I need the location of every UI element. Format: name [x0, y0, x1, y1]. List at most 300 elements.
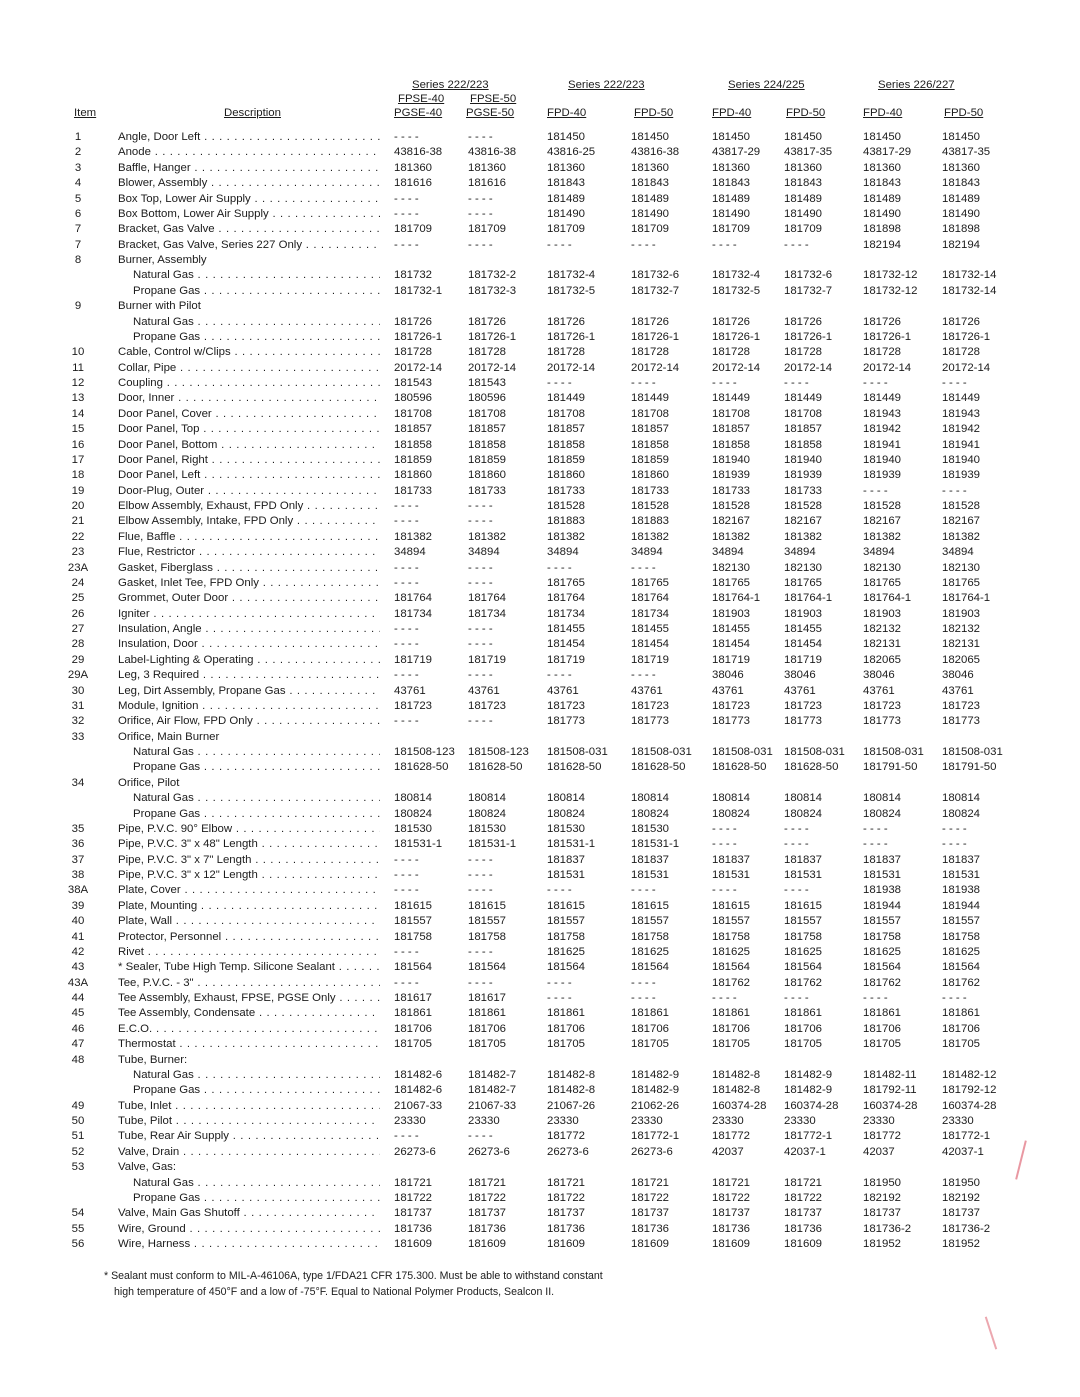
part-number-cell: 181530 [468, 822, 507, 835]
part-number-cell: 181628-50 [631, 761, 686, 774]
part-number-cell: 181792-12 [942, 1084, 997, 1097]
item-description: Valve, Gas: [118, 1161, 177, 1174]
item-number: 38A [67, 884, 89, 897]
part-number-cell: - - - - [394, 192, 419, 205]
item-number: 25 [71, 592, 85, 605]
item-number: 5 [74, 192, 82, 205]
table-row [0, 176, 1080, 191]
part-number-cell: 181940 [784, 453, 823, 466]
part-number-cell: 181705 [394, 1038, 433, 1051]
item-number: 26 [71, 607, 85, 620]
table-row [0, 407, 1080, 422]
item-description: Tube, Rear Air Supply . . . [118, 1129, 380, 1144]
item-description: Door Panel, Left . . . [118, 468, 380, 483]
part-number-cell: 181758 [712, 930, 751, 943]
item-description: Rivet . . . [118, 945, 380, 960]
part-number-cell: 181857 [631, 423, 670, 436]
part-number-cell: 160374-28 [863, 1099, 918, 1112]
part-number-cell: 20172-14 [942, 361, 991, 374]
col-header-6: FPD-50 [786, 107, 826, 119]
part-number-cell: 181726 [863, 315, 902, 328]
part-number-cell: 181719 [468, 653, 507, 666]
table-row [0, 361, 1080, 376]
table-row [0, 899, 1080, 914]
part-number-cell: - - - - [394, 623, 419, 635]
part-number-cell: 181837 [712, 853, 751, 866]
part-number-cell: 181705 [863, 1038, 902, 1051]
item-description: Leg, 3 Required . . . [118, 668, 380, 683]
part-number-cell: 181843 [784, 177, 823, 190]
part-number-cell: 181858 [468, 438, 507, 451]
item-description: Natural Gas . . . [133, 1176, 380, 1191]
part-number-cell: 181772 [547, 1130, 586, 1143]
part-number-cell: 34894 [863, 546, 895, 559]
part-number-cell: 181382 [942, 530, 981, 543]
part-number-cell: 181482-8 [547, 1084, 596, 1097]
part-number-cell: 182130 [942, 561, 981, 574]
item-description: Bracket, Gas Valve, Series 227 Only . . . [118, 238, 380, 253]
part-number-cell: 182065 [942, 653, 981, 666]
col-header-7: FPD-40 [863, 107, 903, 119]
part-number-cell: 181943 [863, 407, 902, 420]
part-number-cell: 181940 [942, 453, 981, 466]
part-number-cell: 181360 [712, 161, 751, 174]
part-number-cell: 181557 [942, 915, 981, 928]
part-number-cell: 181837 [784, 853, 823, 866]
part-number-cell: 43817-35 [942, 146, 991, 159]
part-number-cell: 181726 [631, 315, 670, 328]
table-row [0, 653, 1080, 668]
part-number-cell: 181482-8 [712, 1068, 761, 1081]
part-number-cell: 181726 [468, 315, 507, 328]
part-number-cell: 181564 [547, 961, 586, 974]
part-number-cell: 181508-123 [468, 746, 529, 758]
part-number-cell: - - - - [468, 238, 493, 251]
table-row [0, 268, 1080, 283]
col-header-5: FPD-40 [712, 107, 752, 119]
item-number: 8 [74, 254, 82, 266]
part-number-cell: 181706 [468, 1022, 507, 1035]
part-number-cell: 181773 [631, 715, 670, 728]
table-row [0, 514, 1080, 529]
part-number-cell: - - - - [784, 238, 809, 251]
part-number-cell: 181861 [631, 1007, 670, 1020]
part-number-cell: 181455 [784, 623, 823, 635]
table-row [0, 284, 1080, 299]
part-number-cell: 181734 [547, 607, 586, 620]
part-number-cell: 181764-1 [863, 592, 912, 605]
part-number-cell: 181861 [394, 1007, 433, 1020]
item-description: Propane Gas . . . [133, 330, 380, 345]
part-number-cell: 181482-9 [784, 1084, 833, 1097]
part-number-cell: 181861 [942, 1007, 981, 1020]
part-number-cell: - - - - [631, 992, 656, 1004]
col-sub-header-2: FPSE-50 [470, 93, 517, 105]
part-number-cell: 181508-031 [942, 746, 1003, 758]
part-number-cell: 181736 [547, 1222, 586, 1235]
table-row [0, 853, 1080, 868]
item-description: Burner with Pilot [118, 300, 201, 313]
parts-table-body [0, 130, 1080, 1252]
item-description: Elbow Assembly, Intake, FPD Only . . . [118, 514, 380, 529]
part-number-cell: 181732-7 [631, 284, 680, 297]
part-number-cell: 181616 [468, 177, 507, 190]
col-header-8: FPD-50 [944, 107, 984, 119]
part-number-cell: 181564 [784, 961, 823, 974]
part-number-cell: 181791-50 [942, 761, 997, 774]
item-number: 29A [67, 669, 89, 682]
series-header-4: Series 226/227 [878, 79, 955, 91]
part-number-cell: 181722 [631, 1191, 670, 1204]
item-description: Natural Gas . . . [133, 1068, 380, 1083]
part-number-cell: 181455 [547, 623, 586, 635]
item-description: Module, Ignition . . . [118, 699, 380, 714]
part-number-cell: 34894 [547, 546, 579, 559]
part-number-cell: 181837 [942, 853, 981, 866]
part-number-cell: 181728 [631, 346, 670, 359]
item-description: Door, Inner . . . [118, 391, 380, 406]
part-number-cell: 180824 [631, 807, 670, 820]
part-number-cell: 43761 [547, 684, 579, 697]
table-row [0, 315, 1080, 330]
part-number-cell: 181728 [863, 346, 902, 359]
part-number-cell: 181382 [712, 530, 751, 543]
part-number-cell: 42037-1 [784, 1145, 826, 1158]
part-number-cell: 160374-28 [942, 1099, 997, 1112]
table-row [0, 1237, 1080, 1252]
part-number-cell: 181449 [712, 392, 751, 405]
part-number-cell: - - - - [631, 669, 656, 682]
part-number-cell: 181733 [631, 484, 670, 497]
part-number-cell: 181939 [942, 469, 981, 482]
part-number-cell: 181903 [784, 607, 823, 620]
part-number-cell: 181615 [631, 899, 670, 912]
part-number-cell: 181708 [394, 407, 433, 420]
part-number-cell: 181489 [863, 192, 902, 205]
item-description: Orifice, Air Flow, FPD Only . . . [118, 714, 380, 729]
part-number-cell: 181508-031 [631, 746, 692, 758]
table-row [0, 930, 1080, 945]
part-number-cell: 181508-031 [712, 746, 773, 758]
part-number-cell: - - - - [547, 377, 572, 389]
part-number-cell: 181728 [942, 346, 981, 359]
item-number: 54 [71, 1207, 85, 1220]
part-number-cell: 181528 [631, 500, 670, 512]
part-number-cell: 181773 [547, 715, 586, 728]
table-row [0, 730, 1080, 745]
part-number-cell: - - - - [631, 238, 656, 251]
item-description: Natural Gas . . . [133, 268, 380, 283]
col-header-2: PGSE-50 [466, 107, 515, 119]
item-description: Propane Gas . . . [133, 807, 380, 822]
part-number-cell: 181490 [712, 207, 751, 220]
part-number-cell: 181454 [631, 638, 670, 651]
part-number-cell: 181557 [468, 915, 507, 928]
part-number-cell: 181557 [547, 915, 586, 928]
part-number-cell: 43761 [942, 684, 974, 697]
part-number-cell: 181382 [468, 530, 507, 543]
item-number: 44 [71, 992, 85, 1004]
item-description: Coupling . . . [118, 376, 380, 391]
part-number-cell: - - - - [468, 869, 493, 881]
part-number-cell: - - - - [942, 822, 967, 835]
item-description: Tee Assembly, Condensate . . . [118, 1006, 380, 1021]
part-number-cell: 181489 [942, 192, 981, 205]
part-number-cell: 181709 [468, 223, 507, 236]
part-number-cell: 43761 [394, 684, 426, 697]
part-number-cell: 20172-14 [712, 361, 761, 374]
part-number-cell: - - - - [394, 515, 419, 528]
item-number: 13 [71, 392, 85, 405]
part-number-cell: 38046 [863, 669, 895, 682]
part-number-cell: 181722 [547, 1191, 586, 1204]
part-number-cell: - - - - [394, 207, 419, 220]
item-number: 14 [71, 407, 85, 420]
part-number-cell: 181482-8 [547, 1068, 596, 1081]
part-number-cell: 21067-26 [547, 1099, 596, 1112]
part-number-cell: 181706 [712, 1022, 751, 1035]
item-description: Door-Plug, Outer . . . [118, 484, 380, 499]
part-number-cell: 181530 [394, 822, 433, 835]
part-number-cell: 181942 [942, 423, 981, 436]
part-number-cell: 21062-26 [631, 1099, 680, 1112]
part-number-cell: 181726-1 [468, 330, 517, 343]
part-number-cell: 181482-11 [863, 1068, 917, 1081]
part-number-cell: 181360 [942, 161, 981, 174]
part-number-cell: - - - - [863, 822, 888, 835]
item-number: 38 [71, 869, 85, 881]
part-number-cell: 26273-6 [631, 1145, 673, 1158]
part-number-cell: 23330 [942, 1115, 974, 1127]
part-number-cell: 181705 [631, 1038, 670, 1051]
part-number-cell: 181528 [547, 500, 586, 512]
part-number-cell: - - - - [547, 976, 572, 989]
part-number-cell: 181860 [394, 469, 433, 482]
part-number-cell: 181360 [631, 161, 670, 174]
item-description: Tube, Pilot . . . [118, 1114, 380, 1129]
table-row [0, 1222, 1080, 1237]
part-number-cell: 26273-6 [547, 1145, 589, 1158]
item-number: 42 [71, 945, 85, 958]
part-number-cell: 43761 [631, 684, 663, 697]
part-number-cell: 181382 [631, 530, 670, 543]
part-number-cell: 181489 [712, 192, 751, 205]
part-number-cell: 181709 [394, 223, 433, 236]
part-number-cell: 181360 [394, 161, 433, 174]
item-description: Thermostat . . . [118, 1037, 380, 1052]
part-number-cell: 181764 [547, 592, 586, 605]
part-number-cell: 182065 [863, 653, 902, 666]
part-number-cell: 181706 [394, 1022, 433, 1035]
part-number-cell: 182131 [863, 638, 902, 651]
item-description: Plate, Cover . . . [118, 883, 380, 898]
part-number-cell: - - - - [784, 822, 809, 835]
part-number-cell: 181360 [547, 161, 586, 174]
part-number-cell: 181758 [863, 930, 902, 943]
part-number-cell: 181615 [468, 899, 507, 912]
part-number-cell: - - - - [468, 623, 493, 635]
part-number-cell: 181726 [547, 315, 586, 328]
part-number-cell: 180814 [394, 792, 433, 805]
part-number-cell: 181482-9 [784, 1068, 833, 1081]
item-description: Orifice, Pilot [118, 776, 180, 789]
item-number: 33 [71, 730, 85, 743]
part-number-cell: 181449 [547, 392, 586, 405]
item-description: Tee, P.V.C. - 3" . . . [118, 976, 380, 991]
part-number-cell: 181721 [468, 1176, 507, 1189]
item-description: Propane Gas . . . [133, 1083, 380, 1098]
part-number-cell: 182132 [942, 623, 981, 635]
part-number-cell: 181564 [468, 961, 507, 974]
part-number-cell: 181531 [547, 869, 586, 881]
table-row [0, 591, 1080, 606]
table-row [0, 1037, 1080, 1052]
part-number-cell: 181708 [547, 407, 586, 420]
part-number-cell: 181490 [942, 207, 981, 220]
part-number-cell: - - - - [468, 576, 493, 589]
part-number-cell: 181530 [547, 822, 586, 835]
part-number-cell: - - - - [394, 853, 419, 866]
part-number-cell: 181628-50 [394, 761, 449, 774]
part-number-cell: 181765 [942, 576, 981, 589]
part-number-cell: 181609 [712, 1238, 751, 1250]
part-number-cell: 181723 [863, 699, 902, 712]
item-description: Tee Assembly, Exhaust, FPSE, PGSE Only . . . [118, 991, 380, 1006]
part-number-cell: 181705 [784, 1038, 823, 1051]
item-number: 12 [71, 377, 85, 389]
item-number: 23A [67, 561, 89, 574]
item-number: 2 [74, 146, 82, 159]
part-number-cell: 181455 [712, 623, 751, 635]
part-number-cell: 181762 [712, 976, 751, 989]
table-row [0, 499, 1080, 514]
part-number-cell: 181765 [863, 576, 902, 589]
table-row [0, 1006, 1080, 1021]
part-number-cell: - - - - [394, 561, 419, 574]
table-row [0, 807, 1080, 822]
part-number-cell: - - - - [468, 853, 493, 866]
item-number: 53 [71, 1161, 85, 1174]
item-number: 41 [71, 930, 85, 943]
part-number-cell: 181726 [712, 315, 751, 328]
part-number-cell: 43816-38 [631, 146, 680, 159]
part-number-cell: 181450 [547, 131, 586, 143]
part-number-cell: - - - - [712, 377, 737, 389]
table-row [0, 1022, 1080, 1037]
item-number: 18 [71, 469, 85, 482]
part-number-cell: 181723 [394, 699, 433, 712]
part-number-cell: 181952 [942, 1238, 981, 1250]
item-description: Propane Gas . . . [133, 1191, 380, 1206]
item-number: 37 [71, 853, 85, 866]
table-row [0, 391, 1080, 406]
part-number-cell: 180814 [784, 792, 823, 805]
part-number-cell: 181449 [784, 392, 823, 405]
part-number-cell: 34894 [942, 546, 974, 559]
item-description: Cable, Control w/Clips . . . [118, 345, 380, 360]
item-number: 19 [71, 484, 85, 497]
part-number-cell: 181508-031 [863, 746, 924, 758]
part-number-cell: 181382 [547, 530, 586, 543]
part-number-cell: 181482-9 [631, 1068, 680, 1081]
item-description: Plate, Wall . . . [118, 914, 380, 929]
part-number-cell: 181837 [547, 853, 586, 866]
item-number: 4 [74, 177, 82, 190]
part-number-cell: 181861 [784, 1007, 823, 1020]
part-number-cell: - - - - [394, 500, 419, 512]
item-description: Baffle, Hanger . . . [118, 161, 380, 176]
table-row [0, 222, 1080, 237]
part-number-cell: - - - - [468, 192, 493, 205]
part-number-cell: 181615 [547, 899, 586, 912]
table-row [0, 745, 1080, 760]
item-description: Protector, Personnel . . . [118, 930, 380, 945]
description-column-header: Description [224, 107, 281, 119]
item-number: 22 [71, 530, 85, 543]
part-number-cell: 181758 [468, 930, 507, 943]
part-number-cell: 181858 [547, 438, 586, 451]
part-number-cell: 181360 [784, 161, 823, 174]
part-number-cell: 181531 [784, 869, 823, 881]
table-row [0, 1206, 1080, 1221]
table-row [0, 837, 1080, 852]
part-number-cell: 181722 [468, 1191, 507, 1204]
part-number-cell: 181860 [547, 469, 586, 482]
part-number-cell: 181772-1 [631, 1130, 680, 1143]
part-number-cell: 181708 [631, 407, 670, 420]
part-number-cell: 181944 [863, 899, 902, 912]
part-number-cell: 180814 [547, 792, 586, 805]
pen-mark [985, 1317, 997, 1350]
part-number-cell: 181764-1 [712, 592, 761, 605]
part-number-cell: 181490 [631, 207, 670, 220]
table-row [0, 130, 1080, 145]
footnote-line-1: * Sealant must conform to MIL-A-46106A, type 1/FDA21 CFR 175.300. Must be able to withstand constant [104, 1270, 603, 1282]
part-number-cell: - - - - [942, 838, 967, 851]
part-number-cell: 43816-38 [468, 146, 517, 159]
part-number-cell: 181482-9 [631, 1084, 680, 1097]
item-number: 15 [71, 423, 85, 436]
item-description: Propane Gas . . . [133, 284, 380, 299]
table-row [0, 1129, 1080, 1144]
part-number-cell: 181773 [942, 715, 981, 728]
table-row [0, 868, 1080, 883]
part-number-cell: 181765 [547, 576, 586, 589]
part-number-cell: 182130 [863, 561, 902, 574]
table-row [0, 422, 1080, 437]
item-description: Gasket, Inlet Tee, FPD Only . . . [118, 576, 380, 591]
part-number-cell: 180824 [547, 807, 586, 820]
part-number-cell: 42037-1 [942, 1145, 984, 1158]
part-number-cell: 181941 [942, 438, 981, 451]
part-number-cell: 160374-28 [784, 1099, 839, 1112]
item-description: Bracket, Gas Valve . . . [118, 222, 380, 237]
part-number-cell: 181938 [863, 884, 902, 897]
part-number-cell: 181837 [863, 853, 902, 866]
part-number-cell: 181859 [468, 453, 507, 466]
part-number-cell: 181732-12 [863, 269, 918, 282]
part-number-cell: 181482-7 [468, 1084, 517, 1097]
part-number-cell: 20172-14 [547, 361, 596, 374]
item-description: Insulation, Door . . . [118, 637, 380, 652]
part-number-cell: 181557 [863, 915, 902, 928]
part-number-cell: 181454 [784, 638, 823, 651]
part-number-cell: 181719 [394, 653, 433, 666]
item-number: 43 [71, 961, 85, 974]
item-number: 46 [71, 1022, 85, 1035]
part-number-cell: 181737 [394, 1207, 433, 1220]
part-number-cell: 181726 [394, 315, 433, 328]
